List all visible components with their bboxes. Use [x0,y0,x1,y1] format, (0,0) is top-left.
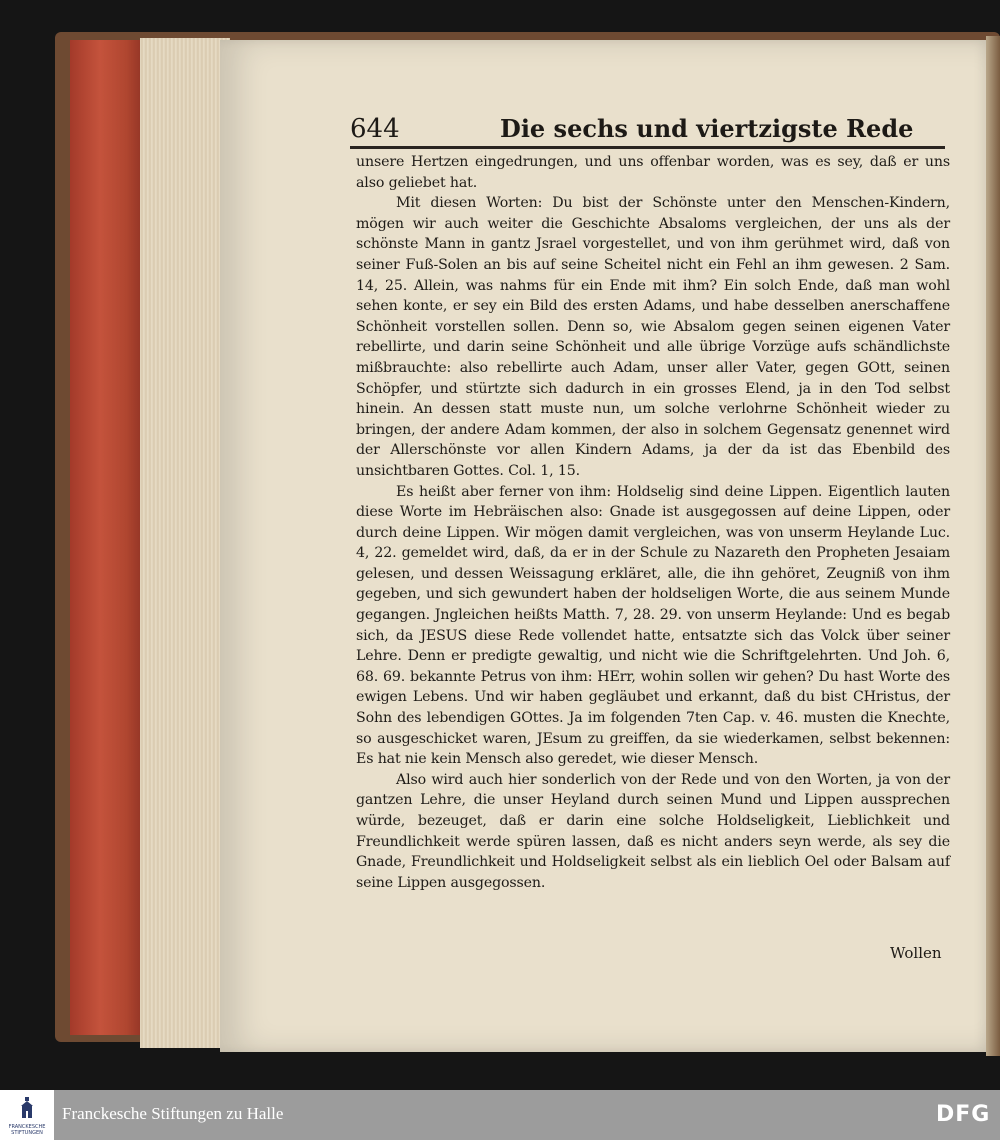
building-icon [19,1097,35,1119]
page-stack [140,38,230,1048]
running-head: Die sechs und viertzigste Rede [500,114,914,143]
paragraph-3: Es heißt aber ferner von ihm: Holdselig sind deine Lippen. Eigentlich lauten diese Worte im Hebräischen also: Gnade ist ausgegossen auf deine Lippen, oder durch deine Lippen. Wir mögen damit vergleichen, was von unserm Heylande Luc. 4, 22. gemeldet wird, daß, da er in der Schule zu Nazareth den Propheten Jesaiam gelesen, und dessen Weissagung erkläret, alle, die ihn gehöret, Zeugniß von ihm gegeben, und sich gewundert haben der holdseligen Worte, die aus seinem Munde gegangen. Jngleichen heißts Matth. 7, 28. 29. von unserm Heylande: Und es begab sich, da JESUS diese Rede vollendet hatte, entsatzte sich das Volck über seiner Lehre. Denn er predigte gewaltig, und nicht wie die Schriftgelehrten. Und Joh. 6, 68. 69. bekannte Petrus von ihm: HErr, wohin sollen wir gehen? Du hast Worte des ewigen Lebens. Und wir haben gegläubet und erkannt, daß du bist CHristus, der Sohn des lebendigen GOttes. Ja im folgenden 7ten Cap. v. 46. musten die Knechte, so ausgeschicket waren, JEsum zu greiffen, da sie wiederkamen, selbst bekennen: Es hat nie kein Mensch also geredet, wie dieser Mensch. [356,483,950,768]
header-rule [350,146,945,149]
body-text [356,152,950,893]
paragraph-4: Also wird auch hier sonderlich von der Rede und von den Worten, ja von der gantzen Lehre, die unser Heyland durch seinen Mund und Lippen aussprechen würde, bezeuget, daß er darin eine solche Holdseligkeit, Lieblichkeit und Freundlichkeit werde spüren lassen, daß es nicht anders seyn werde, als sey die Gnade, Freundlichkeit und Holdseligkeit selbst als ein lieblich Oel oder Balsam auf seine Lippen ausgegossen. [356,771,950,891]
page-number: 644 [350,114,400,144]
dfg-logo[interactable]: DFG [936,1102,991,1127]
institution-name[interactable]: Franckesche Stiftungen zu Halle [62,1104,284,1123]
paragraph-1: unsere Hertzen eingedrungen, und uns offenbar worden, was es sey, daß er uns also geliebet hat. [356,154,950,191]
logo-text: FRANCKESCHE STIFTUNGEN [8,1124,46,1136]
paragraph-2: Mit diesen Worten: Du bist der Schönste unter den Menschen-Kindern, mögen wir auch weiter die Geschichte Absaloms vergleichen, der uns als der schönste Mann in gantz Jsrael vorgestellet, und von ihm gerühmet wird, daß von seiner Fuß-Solen an bis auf seine Scheitel nicht ein Fehl an ihm gewesen. 2 Sam. 14, 25. Allein, was nahms für ein Ende mit ihm? Ein solch Ende, daß man wohl sehen konte, er sey ein Bild des ersten Adams, und habe desselben anerschaffene Schönheit vorstellen sollen. Denn so, wie Absalom gegen seinen eigenen Vater rebellirte, und darin seine Schönheit und alle übrige Vorzüge aufs schändlichste mißbrauchte: also rebellirte auch Adam, unser aller Vater, gegen GOtt, seinen Schöpfer, und stürtzte sich dadurch in ein grosses Elend, ja in den Tod selbst hinein. An dessen statt muste nun, um solche verlohrne Schönheit wieder zu bringen, der andere Adam kommen, der also in solchem Gegensatz genennet wird der Allerschönste vor allen Kindern Adams, ja der da ist das Ebenbild des unsichtbaren Gottes. Col. 1, 15. [356,195,950,479]
page-header [350,112,945,148]
red-page-edge [70,40,145,1035]
catchword: Wollen [890,944,942,962]
right-page-edge [986,36,1000,1056]
viewer-footer [0,1090,1000,1140]
institution-logo[interactable] [0,1090,54,1140]
